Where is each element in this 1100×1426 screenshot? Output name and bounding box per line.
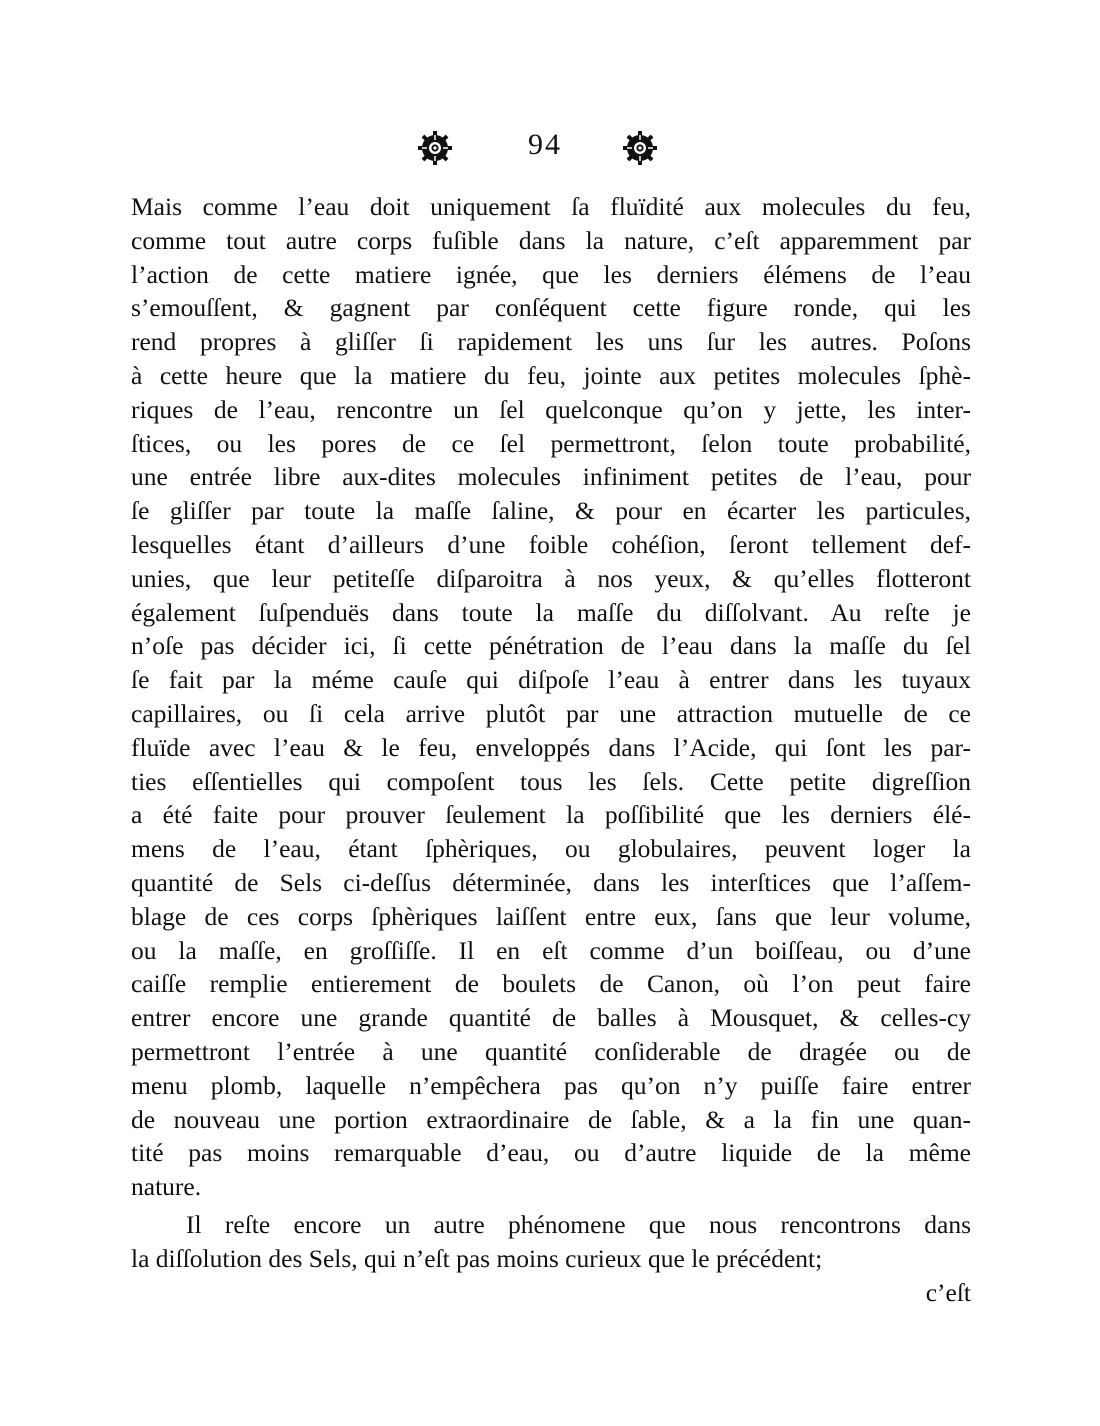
- text-line: de nouveau une portion extraordinaire de ſable, & a la fin une quan-: [131, 1104, 971, 1134]
- page-header: [0, 120, 1100, 180]
- text-line: permettront l’entrée à une quantité conſiderable de dragée ou de: [131, 1036, 971, 1066]
- text-line: n’oſe pas décider ici, ſi cette pénétration de l’eau dans la maſſe du ſel: [131, 631, 971, 661]
- text-line: fluïde avec l’eau & le feu, enveloppés dans l’Acide, qui ſont les par-: [131, 732, 971, 762]
- text-line: capillaires, ou ſi cela arrive plutôt par une attraction mutuelle de ce: [131, 698, 971, 728]
- rosette-ornament-icon: [622, 130, 658, 166]
- text-line: riques de l’eau, rencontre un ſel quelconque qu’on y jette, les inter-: [131, 394, 971, 424]
- text-line: comme tout autre corps fuſible dans la nature, c’eſt apparemment par: [131, 225, 971, 255]
- text-line: à cette heure que la matiere du feu, jointe aux petites molecules ſphè-: [131, 360, 971, 390]
- catchword: c’eſt: [925, 1277, 971, 1307]
- text-line: ſtices, ou les pores de ce ſel permettront, ſelon toute probabilité,: [131, 428, 971, 458]
- text-line: a été faite pour prouver ſeulement la poſſibilité que les derniers élé-: [131, 800, 971, 830]
- text-line: s’emouſſent, & gagnent par conſéquent cette figure ronde, qui les: [131, 293, 971, 323]
- page-number: 94: [528, 128, 562, 161]
- text-line: ſe gliſſer par toute la maſſe ſaline, & pour en écarter les particules,: [131, 496, 971, 526]
- text-line: l’action de cette matiere ignée, que les derniers élémens de l’eau: [131, 259, 971, 289]
- text-line: également ſuſpenduës dans toute la maſſe du diſſolvant. Au reſte je: [131, 597, 971, 627]
- text-line: nature.: [131, 1172, 202, 1202]
- rosette-ornament-icon: [417, 130, 453, 166]
- paragraph: [131, 1208, 971, 1276]
- text-line: ſe fait par la méme cauſe qui diſpoſe l’eau à entrer dans les tuyaux: [131, 665, 971, 695]
- text-line: Il reſte encore un autre phénomene que nous rencontrons dans: [186, 1209, 971, 1239]
- text-line: quantité de Sels ci-deſſus déterminée, dans les interſtices que l’aſſem-: [131, 867, 971, 897]
- text-line: unies, que leur petiteſſe diſparoitra à nos yeux, & qu’elles flotteront: [131, 563, 971, 593]
- text-line: rend propres à gliſſer ſi rapidement les uns ſur les autres. Poſons: [131, 327, 971, 357]
- text-line: ties eſſentielles qui compoſent tous les ſels. Cette petite digreſſion: [131, 766, 971, 796]
- body-text: [131, 190, 971, 1309]
- text-line: blage de ces corps ſphèriques laiſſent entre eux, ſans que leur volume,: [131, 901, 971, 931]
- text-line: tité pas moins remarquable d’eau, ou d’autre liquide de la même: [131, 1138, 971, 1168]
- text-line: caiſſe remplie entierement de boulets de Canon, où l’on peut faire: [131, 969, 971, 999]
- text-line: entrer encore une grande quantité de balles à Mousquet, & celles-cy: [131, 1003, 971, 1033]
- text-line: la diſſolution des Sels, qui n’eſt pas moins curieux que le précédent;: [131, 1243, 823, 1273]
- text-line: menu plomb, laquelle n’empêchera pas qu’on n’y puiſſe faire entrer: [131, 1070, 971, 1100]
- text-line: une entrée libre aux-dites molecules infiniment petites de l’eau, pour: [131, 462, 971, 492]
- paragraph: [131, 190, 971, 1204]
- text-line: lesquelles étant d’ailleurs d’une foible cohéſion, ſeront tellement def-: [131, 529, 971, 559]
- text-line: mens de l’eau, étant ſphèriques, ou globulaires, peuvent loger la: [131, 834, 971, 864]
- text-line: Mais comme l’eau doit uniquement ſa fluïdité aux molecules du feu,: [131, 192, 971, 221]
- text-line: ou la maſſe, en groſſiſſe. Il en eſt comme d’un boiſſeau, ou d’une: [131, 935, 971, 965]
